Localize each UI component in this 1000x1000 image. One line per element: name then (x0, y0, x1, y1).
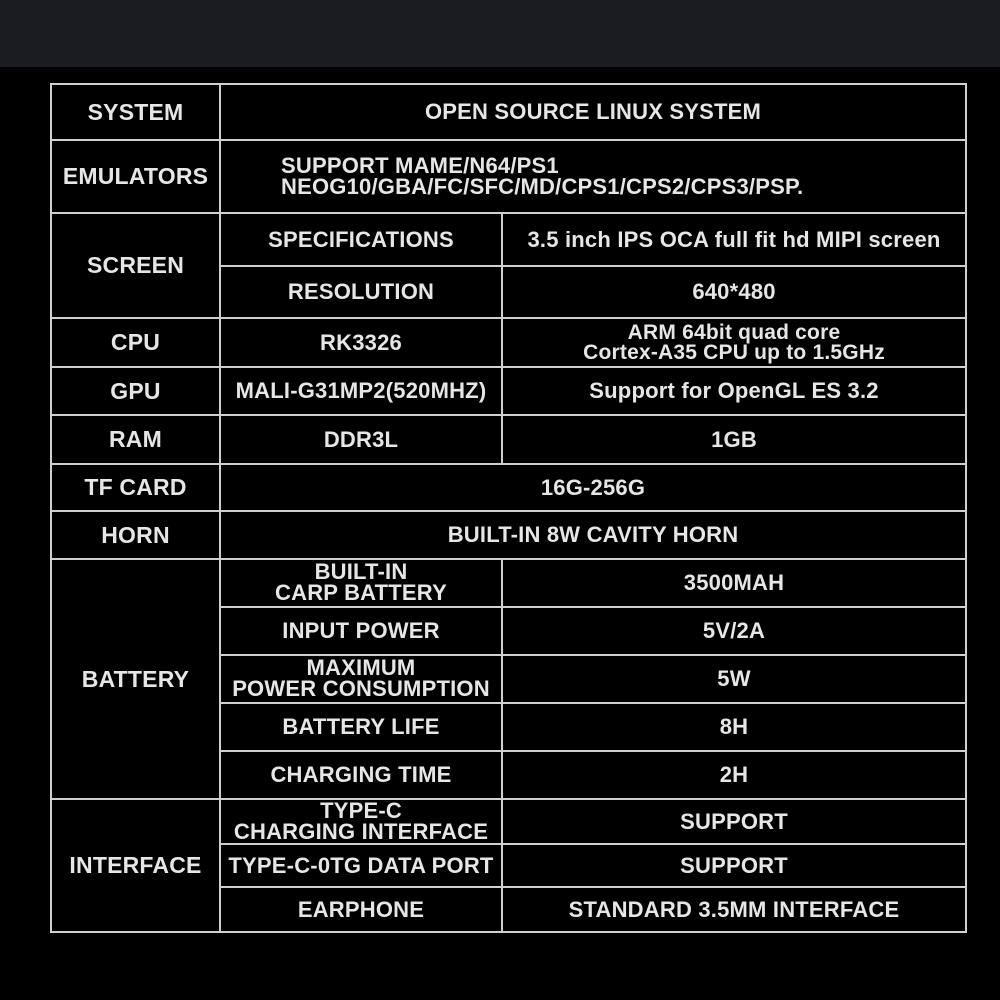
row-battery-builtin (51, 559, 966, 607)
value-horn: BUILT-IN 8W CAVITY HORN (220, 511, 966, 559)
row-gpu (51, 367, 966, 415)
label-resolution: RESOLUTION (220, 266, 502, 318)
label-emulators: EMULATORS (51, 140, 220, 213)
value-earphone: STANDARD 3.5MM INTERFACE (502, 887, 966, 932)
ram-type: DDR3L (220, 415, 502, 464)
label-charging-time: CHARGING TIME (220, 751, 502, 799)
max-line-1: MAXIMUM (306, 655, 416, 681)
label-interface: INTERFACE (51, 799, 220, 932)
max-line-2: POWER CONSUMPTION (232, 676, 490, 701)
label-typec-charging (220, 799, 502, 844)
row-cpu (51, 318, 966, 367)
value-battery-life: 8H (502, 703, 966, 751)
value-emulators (220, 140, 966, 213)
value-resolution: 640*480 (502, 266, 966, 318)
value-system: OPEN SOURCE LINUX SYSTEM (220, 84, 966, 140)
cpu-line-2: Cortex-A35 CPU up to 1.5GHz (583, 340, 885, 364)
gpu-model: MALI-G31MP2(520MHZ) (220, 367, 502, 415)
row-horn (51, 511, 966, 559)
row-ram (51, 415, 966, 464)
label-tf-card: TF CARD (51, 464, 220, 511)
value-builtin-battery: 3500MAH (502, 559, 966, 607)
value-typec-charging: SUPPORT (502, 799, 966, 844)
label-input-power: INPUT POWER (220, 607, 502, 655)
ram-value: 1GB (502, 415, 966, 464)
label-horn: HORN (51, 511, 220, 559)
label-screen-spec: SPECIFICATIONS (220, 213, 502, 266)
label-ram: RAM (51, 415, 220, 464)
value-tf-card: 16G-256G (220, 464, 966, 511)
builtin-line-2: CARP BATTERY (275, 580, 447, 605)
row-screen-spec (51, 213, 966, 266)
gpu-value: Support for OpenGL ES 3.2 (502, 367, 966, 415)
typec-line-1: TYPE-C (320, 799, 402, 823)
row-typec-charging (51, 799, 966, 844)
label-builtin-battery (220, 559, 502, 607)
row-system (51, 84, 966, 140)
label-system: SYSTEM (51, 84, 220, 140)
label-screen: SCREEN (51, 213, 220, 318)
value-input-power: 5V/2A (502, 607, 966, 655)
emulators-line-1: SUPPORT MAME/N64/PS1 (281, 152, 559, 178)
cpu-description (502, 318, 966, 367)
value-screen-spec: 3.5 inch IPS OCA full fit hd MIPI screen (502, 213, 966, 266)
label-gpu: GPU (51, 367, 220, 415)
label-cpu: CPU (51, 318, 220, 367)
label-battery: BATTERY (51, 559, 220, 799)
typec-line-2: CHARGING INTERFACE (233, 818, 489, 844)
value-max-power: 5W (502, 655, 966, 703)
row-emulators (51, 140, 966, 213)
value-charging-time: 2H (502, 751, 966, 799)
label-battery-life: BATTERY LIFE (220, 703, 502, 751)
spec-table (50, 83, 967, 933)
label-max-power (220, 655, 502, 703)
cpu-line-1: ARM 64bit quad core (627, 320, 841, 344)
value-otg-port: SUPPORT (502, 844, 966, 887)
emulators-line-2: NEOG10/GBA/FC/SFC/MD/CPS1/CPS2/CPS3/PSP. (281, 173, 804, 199)
cpu-model: RK3326 (220, 318, 502, 367)
label-otg-port: TYPE-C-0TG DATA PORT (220, 844, 502, 887)
builtin-line-1: BUILT-IN (314, 559, 408, 585)
row-tf-card (51, 464, 966, 511)
label-earphone: EARPHONE (220, 887, 502, 932)
top-banner (0, 0, 1000, 67)
